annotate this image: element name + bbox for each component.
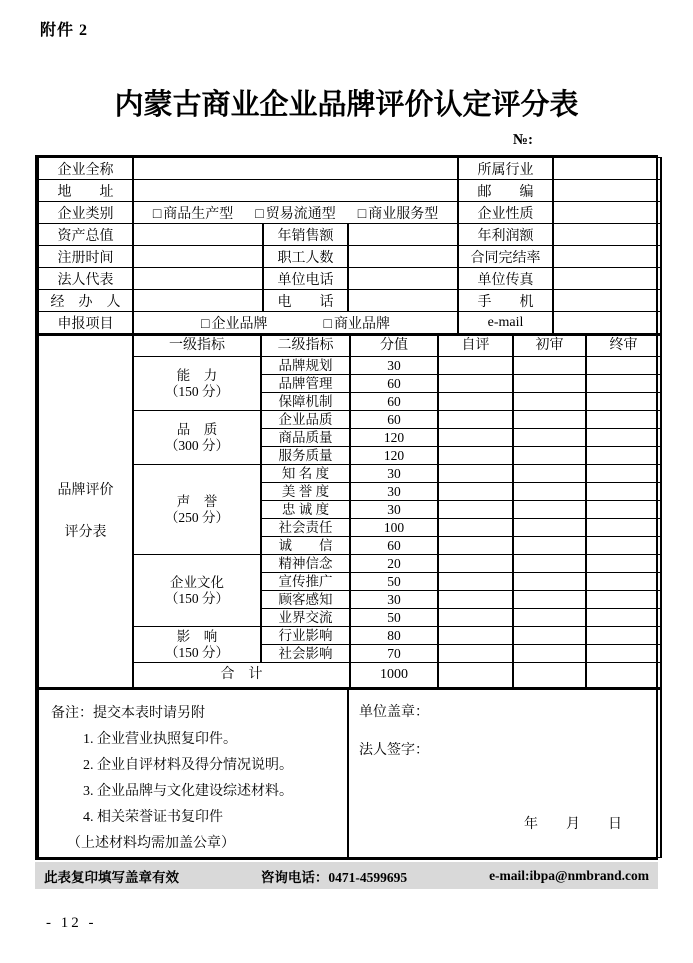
cell-self-review[interactable] — [438, 663, 513, 688]
field-annual-sales[interactable] — [348, 224, 458, 246]
indicator-score: 70 — [350, 645, 438, 663]
group-name: 声 誉 — [176, 493, 218, 509]
cell-final-review[interactable] — [586, 537, 661, 555]
label-application-item: 申报项目 — [38, 312, 133, 334]
cell-final-review[interactable] — [586, 357, 661, 375]
label-postcode: 邮 编 — [458, 180, 553, 202]
option-label: 商业品牌 — [333, 316, 390, 332]
header-final-review: 终审 — [586, 335, 661, 357]
score-side-title — [38, 335, 133, 688]
group-ability — [133, 357, 261, 411]
footer-email: e-mail:ibpa@nmbrand.com — [489, 867, 649, 883]
indicator-score: 30 — [350, 483, 438, 501]
cell-self-review[interactable] — [438, 591, 513, 609]
field-contract-completion-rate[interactable] — [553, 246, 661, 268]
group-influence — [133, 627, 261, 663]
indicator-score: 60 — [350, 411, 438, 429]
total-label: 合 计 — [133, 663, 350, 688]
cell-first-review[interactable] — [513, 609, 586, 627]
cell-self-review[interactable] — [438, 447, 513, 465]
page-title: 内蒙古商业企业品牌评价认定评分表 — [114, 89, 579, 121]
side-title-line1: 品牌评价 — [57, 482, 114, 498]
header-level2-indicator: 二级指标 — [261, 335, 350, 357]
group-name: 影 响 — [176, 628, 218, 644]
header-score-value: 分值 — [350, 335, 438, 357]
checkbox-option-production[interactable] — [153, 203, 233, 223]
indicator-score: 60 — [350, 537, 438, 555]
group-total: （300 分） — [164, 437, 230, 453]
cell-final-review[interactable] — [586, 411, 661, 429]
cell-self-review[interactable] — [438, 555, 513, 573]
cell-final-review[interactable] — [586, 645, 661, 663]
field-registration-date[interactable] — [133, 246, 263, 268]
indicator-label: 企业品质 — [261, 411, 350, 429]
indicator-score: 30 — [350, 591, 438, 609]
checkbox-icon: □ — [357, 206, 367, 222]
field-business-nature[interactable] — [553, 202, 661, 224]
sign-label: 法人签字： — [359, 743, 429, 758]
checkbox-icon: □ — [201, 316, 210, 332]
side-title-line2: 评分表 — [64, 524, 107, 540]
field-company-phone[interactable] — [348, 268, 458, 290]
label-mobile: 手 机 — [458, 290, 553, 312]
label-contract-completion-rate: 合同完结率 — [458, 246, 553, 268]
notes-table — [37, 688, 662, 858]
indicator-score: 60 — [350, 375, 438, 393]
indicator-label: 忠 诚 度 — [261, 501, 350, 519]
checkbox-option-service[interactable] — [358, 203, 438, 223]
note-item: 2. 企业自评材料及得分情况说明。 — [83, 758, 293, 773]
indicator-label: 业界交流 — [261, 609, 350, 627]
cell-final-review[interactable] — [586, 483, 661, 501]
indicator-score: 120 — [350, 447, 438, 465]
cell-self-review[interactable] — [438, 357, 513, 375]
group-name: 品 质 — [176, 421, 218, 437]
indicator-score: 30 — [350, 465, 438, 483]
checkbox-option-trade[interactable] — [255, 203, 335, 223]
cell-self-review[interactable] — [438, 411, 513, 429]
field-legal-representative[interactable] — [133, 268, 263, 290]
cell-first-review[interactable] — [513, 573, 586, 591]
cell-final-review[interactable] — [586, 609, 661, 627]
cell-first-review[interactable] — [513, 501, 586, 519]
form-number-row — [0, 132, 693, 149]
cell-self-review[interactable] — [438, 483, 513, 501]
label-employee-count: 职工人数 — [263, 246, 348, 268]
checkbox-icon: □ — [323, 316, 332, 332]
option-label: 贸易流通型 — [265, 206, 336, 222]
indicator-score: 100 — [350, 519, 438, 537]
cell-final-review[interactable] — [586, 429, 661, 447]
note-item: 1. 企业营业执照复印件。 — [83, 732, 237, 747]
footer-note: 此表复印填写盖章有效 — [44, 869, 179, 885]
cell-final-review[interactable] — [586, 447, 661, 465]
field-annual-profit[interactable] — [553, 224, 661, 246]
field-postcode[interactable] — [553, 180, 661, 202]
field-mobile[interactable] — [553, 290, 661, 312]
indicator-score: 20 — [350, 555, 438, 573]
option-label: 企业品牌 — [211, 316, 268, 332]
label-company-name: 企业全称 — [38, 158, 133, 180]
indicator-score: 30 — [350, 501, 438, 519]
cell-final-review[interactable] — [586, 573, 661, 591]
form-number-label: №: — [512, 132, 533, 148]
label-total-assets: 资产总值 — [38, 224, 133, 246]
cell-first-review[interactable] — [513, 375, 586, 393]
cell-final-review[interactable] — [586, 375, 661, 393]
notes-title: 备注：提交本表时请另附 — [51, 706, 205, 721]
indicator-label: 服务质量 — [261, 447, 350, 465]
field-company-fax[interactable] — [553, 268, 661, 290]
label-annual-sales: 年销售额 — [263, 224, 348, 246]
cell-first-review[interactable] — [513, 555, 586, 573]
cell-first-review[interactable] — [513, 429, 586, 447]
checkbox-icon: □ — [152, 206, 162, 222]
header-level1-indicator: 一级指标 — [133, 335, 261, 357]
indicator-label: 社会影响 — [261, 645, 350, 663]
label-company-phone: 单位电话 — [263, 268, 348, 290]
footer-note-bar — [35, 862, 658, 889]
group-culture — [133, 555, 261, 627]
cell-first-review[interactable] — [513, 519, 586, 537]
field-application-item — [133, 312, 458, 334]
cell-self-review[interactable] — [438, 609, 513, 627]
field-industry[interactable] — [553, 158, 661, 180]
cell-first-review[interactable] — [513, 393, 586, 411]
cell-final-review[interactable] — [586, 627, 661, 645]
group-total: （150 分） — [164, 644, 230, 660]
cell-self-review[interactable] — [438, 501, 513, 519]
group-quality — [133, 411, 261, 465]
cell-final-review[interactable] — [586, 501, 661, 519]
note-item: 3. 企业品牌与文化建设综述材料。 — [83, 784, 293, 799]
cell-self-review[interactable] — [438, 645, 513, 663]
indicator-label: 保障机制 — [261, 393, 350, 411]
header-first-review: 初审 — [513, 335, 586, 357]
header-self-review: 自评 — [438, 335, 513, 357]
cell-self-review[interactable] — [438, 393, 513, 411]
cell-first-review[interactable] — [513, 537, 586, 555]
cell-final-review[interactable] — [586, 393, 661, 411]
cell-first-review[interactable] — [513, 447, 586, 465]
field-company-category — [133, 202, 458, 224]
group-reputation — [133, 465, 261, 555]
cell-first-review[interactable] — [513, 357, 586, 375]
label-company-category: 企业类别 — [38, 202, 133, 224]
label-address: 地 址 — [38, 180, 133, 202]
field-total-assets[interactable] — [133, 224, 263, 246]
label-business-nature: 企业性质 — [458, 202, 553, 224]
label-industry: 所属行业 — [458, 158, 553, 180]
indicator-label: 品牌规划 — [261, 357, 350, 375]
field-email[interactable] — [553, 312, 661, 334]
group-total: （250 分） — [164, 509, 230, 525]
indicator-score: 60 — [350, 393, 438, 411]
field-handler[interactable] — [133, 290, 263, 312]
group-name: 企业文化 — [170, 574, 224, 590]
label-handler: 经 办 人 — [38, 290, 133, 312]
cell-final-review[interactable] — [586, 663, 661, 688]
notes-cell — [38, 689, 348, 858]
stamp-label: 单位盖章： — [359, 705, 429, 720]
note-item: 4. 相关荣誉证书复印件 — [83, 810, 223, 825]
indicator-label: 知 名 度 — [261, 465, 350, 483]
cell-self-review[interactable] — [438, 573, 513, 591]
indicator-score: 120 — [350, 429, 438, 447]
label-legal-representative: 法人代表 — [38, 268, 133, 290]
indicator-label: 行业影响 — [261, 627, 350, 645]
label-registration-date: 注册时间 — [38, 246, 133, 268]
indicator-label: 品牌管理 — [261, 375, 350, 393]
indicator-score: 30 — [350, 357, 438, 375]
field-company-name[interactable] — [133, 158, 458, 180]
indicator-label: 精神信念 — [261, 555, 350, 573]
cell-first-review[interactable] — [513, 663, 586, 688]
footer-phone: 咨询电话：0471-4599695 — [260, 869, 408, 885]
cell-final-review[interactable] — [586, 555, 661, 573]
field-phone[interactable] — [348, 290, 458, 312]
cell-self-review[interactable] — [438, 465, 513, 483]
cell-final-review[interactable] — [586, 519, 661, 537]
indicator-label: 诚 信 — [261, 537, 350, 555]
label-email: e-mail — [458, 312, 553, 334]
cell-self-review[interactable] — [438, 375, 513, 393]
cell-first-review[interactable] — [513, 465, 586, 483]
indicator-label: 商品质量 — [261, 429, 350, 447]
indicator-score: 50 — [350, 573, 438, 591]
cell-final-review[interactable] — [586, 591, 661, 609]
field-employee-count[interactable] — [348, 246, 458, 268]
page-number: - 12 - — [46, 915, 97, 931]
field-address[interactable] — [133, 180, 458, 202]
checkbox-option-commercial-brand[interactable] — [324, 313, 390, 333]
cell-self-review[interactable] — [438, 519, 513, 537]
group-total: （150 分） — [164, 383, 230, 399]
indicator-label: 宣传推广 — [261, 573, 350, 591]
checkbox-option-enterprise-brand[interactable] — [201, 313, 267, 333]
cell-first-review[interactable] — [513, 627, 586, 645]
option-label: 商业服务型 — [368, 206, 439, 222]
score-table — [37, 334, 662, 688]
company-info-table — [37, 157, 662, 334]
cell-self-review[interactable] — [438, 429, 513, 447]
indicator-score: 50 — [350, 609, 438, 627]
cell-self-review[interactable] — [438, 627, 513, 645]
option-label: 商品生产型 — [163, 206, 234, 222]
cell-first-review[interactable] — [513, 411, 586, 429]
attachment-label: 附件 2 — [40, 22, 89, 39]
note-footnote: （上述材料均需加盖公章） — [67, 836, 235, 851]
indicator-score: 80 — [350, 627, 438, 645]
group-total: （150 分） — [164, 590, 230, 606]
group-name: 能 力 — [176, 367, 218, 383]
indicator-label: 顾客感知 — [261, 591, 350, 609]
cell-first-review[interactable] — [513, 591, 586, 609]
date-line: 年 月 日 — [524, 817, 622, 832]
form — [35, 155, 658, 860]
label-annual-profit: 年利润额 — [458, 224, 553, 246]
checkbox-icon: □ — [255, 206, 264, 222]
stamp-cell — [348, 689, 661, 858]
label-phone: 电 话 — [263, 290, 348, 312]
cell-self-review[interactable] — [438, 537, 513, 555]
indicator-label: 社会责任 — [261, 519, 350, 537]
cell-final-review[interactable] — [586, 465, 661, 483]
indicator-label: 美 誉 度 — [261, 483, 350, 501]
cell-first-review[interactable] — [513, 483, 586, 501]
total-score: 1000 — [350, 663, 438, 688]
cell-first-review[interactable] — [513, 645, 586, 663]
label-company-fax: 单位传真 — [458, 268, 553, 290]
